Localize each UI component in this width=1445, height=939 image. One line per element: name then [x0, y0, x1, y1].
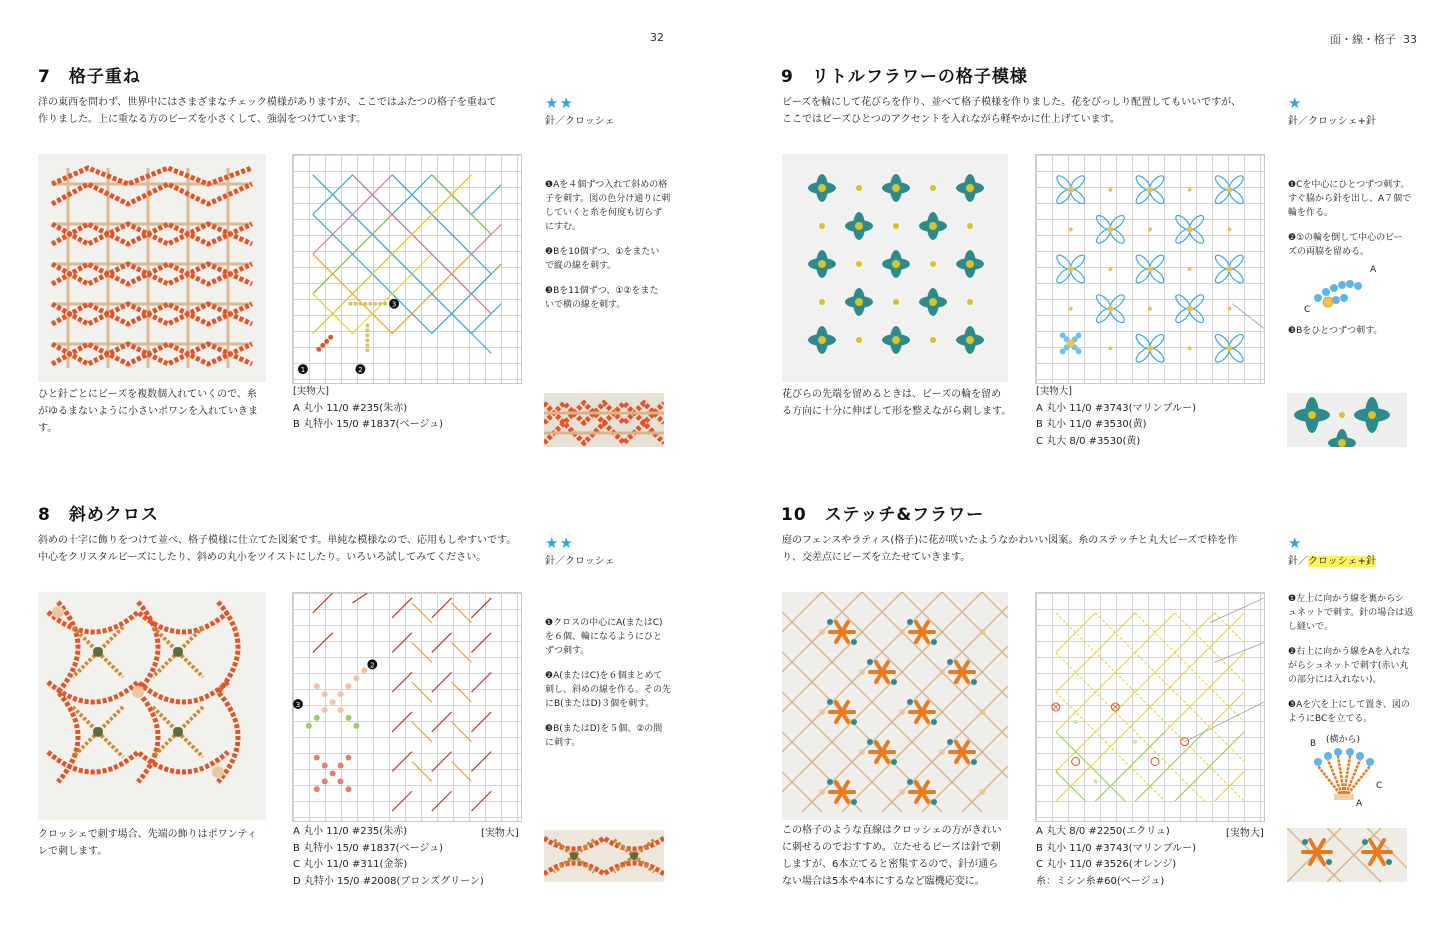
tool-label: 針／クロッシェ+針: [1288, 116, 1376, 127]
section-8-intro: 斜めの十字に飾りをつけて並べ、格子模様に仕立てた図案です。単純な模様なので、応用もしやすいです。 中心をクリスタルビーズにしたり、斜めの丸小をツイストにしたり。いろいろ試してみてください。: [38, 535, 517, 563]
intro-line: 洋の東西を問わず、世界中にはさまざまなチェック模様がありますが、ここではふたつの格子を重ねて: [38, 97, 497, 108]
section-9-caption: 花びらの先端を留めるときは、ビーズの輪を留め る方向に十分に伸ばして形を整えながら刺します。: [782, 389, 1012, 417]
difficulty-stars: ★: [1288, 94, 1303, 112]
side-view-label: (横から): [1326, 735, 1361, 745]
material-a: A 丸小 11/0 #3743(マリンブルー): [1036, 402, 1197, 414]
step-1: ❶クロスの中心にA(またはC) を６個、輪になるようにひと ずつ刺す。: [545, 618, 663, 656]
step-3: ❸Aを穴を上にして置き、図の ようにBCを立てる。: [1288, 700, 1410, 724]
section-9-steps: [1288, 178, 1410, 270]
flower-stitch-diagram: [1036, 155, 1264, 383]
section-9-detail-photo: [1287, 393, 1407, 447]
material-c: C 丸大 8/0 #3530(黄): [1036, 435, 1141, 447]
material-a: A 丸大 8/0 #2250(エクリュ): [1036, 826, 1170, 837]
cross-stitch-diagram: [293, 593, 521, 821]
section-7-caption: ひと針ごとにビーズを複数個入れていくので、糸 がゆるまないように小さいポワンを入れていきま す。: [38, 389, 258, 434]
section-7-detail-photo: [544, 393, 664, 447]
material-a: A 丸小 11/0 #235(朱赤): [293, 402, 408, 414]
section-8-detail-photo: [544, 830, 664, 882]
right-page-header: [1330, 31, 1417, 47]
scale-label: [実物大]: [1036, 386, 1072, 397]
section-10-steps: [1288, 592, 1414, 737]
section-number: 9: [781, 67, 794, 87]
section-9-materials: [1036, 384, 1196, 450]
marker-2: 2: [370, 661, 375, 670]
material-thread: 糸：ミシン糸#60(ベージュ): [1036, 875, 1165, 887]
section-9-intro: ビーズを輪にして花びらを作り、並べて格子模様を作りました。花をびっしり配置してもいいですが、 ここではビーズひとつのアクセントを入れながら軽やかに仕上げています。: [782, 97, 1242, 125]
section-8-materials: [293, 824, 484, 890]
section-10-title: [781, 500, 984, 525]
section-8-title: [38, 500, 159, 525]
petal-loop-illustration: [1300, 258, 1390, 318]
step-2: ❷右上に向かう線をAを入れな がらシュネットで刺す(赤い丸 の部分には入れない)。: [1288, 647, 1411, 685]
bead-cross-photo: [38, 592, 266, 820]
step-1: ❶Cを中心にひとつずつ刺す。 すぐ脇から針を出し、A７個で 輪を作る。: [1288, 180, 1412, 218]
step-2: ❷A(またはC)を６個まとめて 刺し、斜めの線を作る。その先 にB(またはD)３個を刺す。: [545, 671, 672, 709]
step-3: ❸Bをひとつずつ刺す。: [1288, 326, 1383, 336]
section-title-text: ステッチ&フラワー: [824, 505, 985, 525]
section-number: 7: [38, 67, 51, 87]
section-7-diagram: [292, 154, 522, 384]
marker-a: A: [1370, 265, 1377, 275]
section-10-detail-photo: [1287, 828, 1407, 882]
scale-label: [実物大]: [1226, 828, 1264, 839]
section-number: 10: [781, 505, 807, 525]
section-7-title: [38, 62, 141, 87]
marker-3: 3: [295, 701, 301, 709]
scale-label: [実物大]: [481, 828, 519, 839]
marker-1: 1: [300, 366, 306, 375]
teal-flower-photo: [782, 154, 1008, 382]
step-1: ❶左上に向かう線を裏からシ ュネットで刺す。針の場合は返 し縫いで。: [1288, 594, 1414, 632]
section-9-title: [781, 62, 1028, 87]
bead-lattice-photo: [38, 154, 266, 382]
section-7-photo: [38, 154, 266, 382]
section-10-diagram: [1035, 592, 1265, 822]
lattice-stitch-diagram: [293, 155, 521, 383]
marker-c: C: [1376, 781, 1383, 791]
side-view-illustration: [1304, 732, 1390, 808]
material-b: B 丸小 11/0 #3743(マリンブルー): [1036, 842, 1197, 854]
section-title-text: 格子重ね: [68, 67, 141, 87]
marker-2: 2: [358, 366, 363, 375]
tool-label: 針／クロッシェ: [545, 556, 615, 567]
marker-a: A: [1356, 799, 1363, 808]
left-page-number: 32: [650, 31, 664, 44]
stitch-flower-photo: [782, 592, 1008, 820]
step-3: ❸Bを11個ずつ、①②をまた いで横の線を刺す。: [545, 286, 659, 310]
tool-label: 針／クロッシェ: [545, 116, 615, 127]
intro-line: 作りました。上に重なる方のビーズを小さくして、強弱をつけています。: [38, 114, 367, 125]
tool-label: 針／クロッシェ+針: [1288, 556, 1376, 567]
section-8-photo: [38, 592, 266, 820]
right-page-number: 33: [1403, 33, 1417, 46]
material-a: A 丸小 11/0 #235(朱赤): [293, 826, 408, 837]
section-10-caption: この格子のような直線はクロッシェの方がきれい に刺せるのでおすすめ。立たせるビーズは針で刺 しますが、6本立てると密集するので、針が通ら ない場合は5本や4本にするなど臨機応変に。: [782, 825, 1002, 887]
step-2: ❷①の輪を倒して中心のビー ズの両脇を留める。: [1288, 233, 1403, 257]
section-10-materials: [1036, 824, 1196, 890]
material-c: C 丸小 11/0 #3526(オレンジ): [1036, 859, 1177, 870]
difficulty-stars: ★★: [545, 534, 574, 552]
difficulty-stars: ★★: [545, 94, 574, 112]
material-b: B 丸特小 15/0 #1837(ベージュ): [293, 419, 444, 430]
section-8-diagram: [292, 592, 522, 822]
section-10-intro: 庭のフェンスやラティス(格子)に花が咲いたようなかわいい図案。糸のステッチと丸大ビーズで枠を作 り、交差点にビーズを立たせていきます。: [782, 535, 1238, 563]
step-1: ❶Aを４個ずつ入れて斜めの格 子を刺す。図の色分け通りに刺 していくと糸を何度も切らず にすむ。: [545, 180, 671, 232]
section-8-steps: [545, 616, 672, 761]
section-9-step-3: [1288, 324, 1410, 349]
section-7-materials: [293, 384, 443, 434]
section-9-diagram: [1035, 154, 1265, 384]
stitch-flower-diagram: [1036, 593, 1264, 821]
marker-c: C: [1304, 305, 1311, 315]
highlighted-tool: クロッシェ+針: [1308, 556, 1376, 567]
scale-label: [実物大]: [293, 386, 329, 397]
difficulty-stars: ★: [1288, 534, 1303, 552]
section-8-caption: クロッシェで刺す場合、先端の飾りはポワンティ レで刺します。: [38, 829, 257, 857]
right-header-text: 面・線・格子: [1330, 33, 1396, 46]
section-9-photo: [782, 154, 1008, 382]
material-d: D 丸特小 15/0 #2008(ブロンズグリーン): [293, 875, 484, 887]
section-7-intro: [38, 94, 497, 128]
marker-3: 3: [391, 300, 397, 309]
step-2: ❷Bを10個ずつ、①をまたい で縦の線を刺す。: [545, 247, 660, 271]
material-c: C 丸小 11/0 #311(金茶): [293, 859, 408, 870]
section-title-text: リトルフラワーの格子模様: [811, 67, 1028, 87]
material-b: B 丸小 11/0 #3530(黄): [1036, 419, 1147, 430]
section-number: 8: [38, 505, 51, 525]
material-b: B 丸特小 15/0 #1837(ベージュ): [293, 842, 444, 854]
step-3: ❸B(またはD)を５個、②の間 に刺す。: [545, 724, 663, 748]
marker-b: B: [1310, 739, 1317, 749]
section-10-photo: [782, 592, 1008, 820]
section-7-steps: [545, 178, 671, 323]
section-title-text: 斜めクロス: [68, 505, 159, 525]
